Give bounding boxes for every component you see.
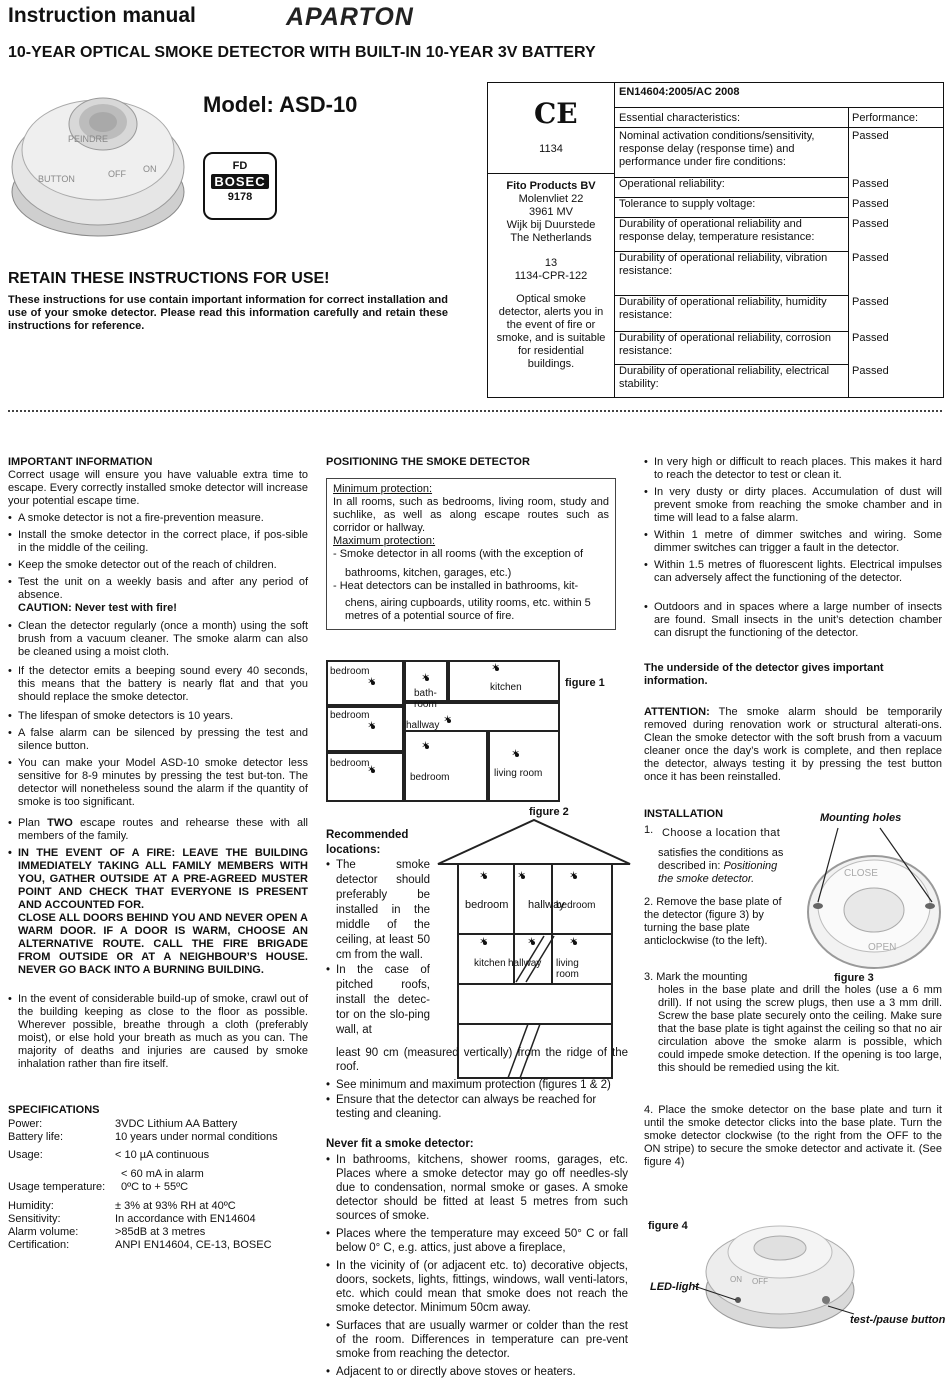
spec-value: >85dB at 3 metres [115,1226,206,1238]
detector-icon [570,872,580,882]
cert-performance: Passed [852,130,889,142]
section-divider [8,410,942,412]
list-item: • A false alarm can be silenced by pressing the test and silence button. [8,727,308,753]
max-protection-line: - Heat detectors can be installed in bathrooms, kit- [333,580,579,592]
bosec-name: BOSEC [211,174,269,189]
model-name: Model: ASD-10 [203,92,358,117]
cert-performance: Passed [852,252,889,264]
address-line: Wijk bij Duurstede [506,219,596,231]
recommended-list [326,1078,626,1125]
plan-text: escape routes and rehearse these with all members of the family. [18,817,308,842]
detector-icon [368,766,378,776]
list-item: • Clean the detector regularly (once a month) using the soft brush from a vacuum cleaner. The smoke alarm can also be cleaned using a moist cloth. [8,620,308,659]
room-label: bedroom [330,710,370,721]
protection-box [326,478,616,630]
list-item: • Test the unit on a weekly basis and after any period of absence. [8,576,308,602]
spec-value: ± 3% at 93% RH at 40ºC [115,1200,236,1212]
manual-title: Instruction manual [8,4,196,27]
detector-icon [528,938,538,948]
positioning-title: POSITIONING THE SMOKE DETECTOR [326,456,530,468]
cert-performance: Passed [852,218,889,230]
step-1-text: satisfies the conditions as described in: [658,847,784,872]
step-1: Choose a location that [662,827,781,839]
detector-icon [368,722,378,732]
certification-table [487,82,944,398]
step-number: 1. [644,824,654,836]
room-label: kitchen [490,682,522,693]
figure-1-floor-plan [326,660,628,800]
svg-text:OPEN: OPEN [868,942,897,953]
cert-performance: Passed [852,198,889,210]
cert-characteristic: Operational reliability: [619,178,725,190]
list-item: • In bathrooms, kitchens, shower rooms, garages, etc. Places where a smoke detector may go off needles-sly due to condensation, normal smoke or gases. A smoke detector should be fitted at least 5 metres from such sources of smoke. [326,1153,628,1223]
room-label: living room [494,768,543,779]
cert-performance: Passed [852,296,889,308]
important-title: IMPORTANT INFORMATION [8,456,153,468]
brand-logo: APARTON [286,3,414,31]
cert-performance: Passed [852,178,889,190]
recommended-section [326,828,430,1038]
detector-icon [444,716,454,726]
company-name: Fito Products BV [506,180,596,192]
min-protection-title: Minimum protection: [333,483,433,495]
detector-icon [480,872,490,882]
max-protection-line: chens, airing cupboards, utility rooms, etc. within 5 metres of a potential source of fire. [345,597,591,622]
figure-4-caption: figure 4 [648,1220,688,1232]
list-item: • Adjacent to or directly above stoves or heaters. [326,1365,628,1379]
svg-text:OFF: OFF [108,169,126,179]
attention-label: ATTENTION: [644,706,710,718]
spec-row [8,1239,285,1252]
list-item: • Ensure that the detector can always be reached for testing and cleaning. [326,1093,626,1121]
step-2: 2. Remove the base plate of the detector (figure 3) by turning the base plate anticlockwise (to the left). [644,896,782,947]
cert-cpr: 1134-CPR-122 [514,270,588,282]
detector-icon [492,664,502,674]
list-item: • Places where the temperature may exceed 50° C or fall below 0° C, e.g. attics, just above a fireplace, [326,1227,628,1255]
smoke-detector-image [8,72,188,242]
spec-value: 0ºC to + 55ºC [121,1181,189,1193]
list-item: • The smoke detector should preferably be installed in the middle of the ceiling, at least 50 cm from the wall. [326,858,430,963]
cert-characteristic: Nominal activation conditions/sensitivity, response delay (response time) and performance under fire conditions: [619,130,815,168]
detector-icon [512,750,522,760]
step-1-italic: Positioning the smoke detector. [658,860,778,885]
spec-value: In accordance with EN14604 [115,1213,256,1225]
spec-row [8,1213,285,1226]
bosec-top: FD [232,160,248,172]
list-item: • In very dusty or dirty places. Accumulation of dust will prevent smoke from reaching the smoke chamber and in time will lead to a false alarm. [644,486,942,525]
step-3: holes in the base plate and drill the holes (use a 6 mm drill). If not using the screw plugs, then use a 3 mm drill. Screw the base plate securely onto the ceiling. Make sure that the base plate is tight against the ceiling so that no air circulation above the smoke alarm is possible, which could impede smoke detection. If the opening is too large, this should be remedied using the kit. [658,984,942,1074]
spec-value: < 60 mA in alarm [121,1168,204,1180]
spec-key: Humidity: [8,1200,54,1212]
svg-text:OFF: OFF [752,1277,768,1286]
retain-title: RETAIN THESE INSTRUCTIONS FOR USE! [8,270,330,287]
svg-text:PEINDRE: PEINDRE [68,134,109,144]
specs-table [8,1118,285,1252]
list-item: • The lifespan of smoke detectors is 10 years. [8,710,308,723]
ce-number: 1134 [539,143,563,155]
doors-warning: CLOSE ALL DOORS BEHIND YOU AND NEVER OPEN A WARM DOOR. IF A DOOR IS WARM, CHOOSE AN ALTERNATIVE ROUTE. CALL THE FIRE BRIGADE FROM OUTSIDE OR AT A NEIGHBOUR’S HOUSE. NEVER GO BACK INTO A BURNING BUILDING. [18,912,308,976]
list-item: • Outdoors and in spaces where a large number of insects are found. Small insects in the unit’s detection chamber can disrupt the functioning of the detector. [644,601,942,640]
min-protection-text: In all rooms, such as bedrooms, living room, study and suchlike, as well as along escape routes such as corridor or hallway. [333,496,609,534]
spec-key [8,1162,115,1181]
spec-row [8,1118,285,1131]
detector-icon [518,872,528,882]
figure-2-caption: figure 2 [529,806,569,818]
plan-bold: TWO [47,817,73,829]
list-item: • In the vicinity of (or adjacent etc. to) decorative objects, doors, sockets, lights, fittings, windows, wall venti-lators, etc. which could mean that smoke does not reach the smoke detector. Minimum 50cm away. [326,1259,628,1315]
specs-title: SPECIFICATIONS [8,1104,100,1116]
bosec-badge [203,152,277,220]
svg-text:CLOSE: CLOSE [844,868,878,879]
list-item: • A smoke detector is not a fire-prevention measure. [8,512,308,525]
col-characteristics: Essential characteristics: [619,112,741,124]
spec-key: Battery life: [8,1131,64,1143]
spec-row [8,1131,285,1146]
recommended-title: Recommended locations: [326,829,409,856]
room-label: bedroom [330,666,370,677]
figure-3-caption: figure 3 [834,972,874,984]
room-label: hallway [508,958,542,969]
bosec-number: 9178 [227,191,253,203]
list-item: • Install the smoke detector in the correct place, if pos-sible in the middle of the ceiling. [8,529,308,555]
attention-note [644,706,942,784]
figure-2-overlay [436,818,632,1080]
mounting-holes-label: Mounting holes [820,812,902,824]
cert-characteristic: Durability of operational reliability, humidity resistance: [619,296,827,321]
cert-performance: Passed [852,365,889,377]
spec-value: ANPI EN14604, CE-13, BOSEC [115,1239,272,1251]
figure-4-pointers [690,1280,860,1320]
plan-text: Plan [18,817,48,829]
detector-icon [368,678,378,688]
spec-row [8,1226,285,1239]
room-label: living room [556,958,579,980]
list-item: • If the detector emits a beeping sound every 40 seconds, this means that the battery is nearly flat and that you should replace the smoke detector. [8,665,308,704]
cert-characteristic: Tolerance to supply voltage: [619,198,756,210]
svg-text:BUTTON: BUTTON [38,174,75,184]
detector-icon [422,674,432,684]
test-button-label: test-/pause button [850,1314,946,1326]
important-section [8,456,308,1075]
cert-description: Optical smoke detector, alerts you in the event of fire or smoke, and is suitable for residential buildings. [496,293,606,370]
list-item: • In very high or difficult to reach places. This makes it hard to reach the detector to test or clean it. [644,456,942,482]
list-item: • In the case of pitched roofs, install the detec-tor on the slo-ping wall, at [326,963,430,1038]
room-label: bedroom [330,758,370,769]
standard-title: EN14604:2005/AC 2008 [619,86,740,98]
attention-text: The smoke alarm should be temporarily removed during renovation work or structural alterati-ons. Clean the smoke detector with the soft brush from a vacuum cleaner once the day’s work is complete, and then replace the detector, always testing it by pressing the test button once it has been reinstalled. [644,706,942,783]
detector-icon [422,742,432,752]
room-label: hallway [528,899,565,911]
important-intro: Correct usage will ensure you have valuable extra time to escape. Every correctly installed smoke detector will increase your potential escape time. [8,469,308,507]
svg-text:ON: ON [143,164,157,174]
detector-icon [570,938,580,948]
detector-icon [480,938,490,948]
room-label: hallway [406,720,440,731]
spec-value: 3VDC Lithium AA Battery [115,1118,238,1130]
svg-text:ON: ON [730,1275,742,1284]
list-item [8,817,308,843]
list-item: • See minimum and maximum protection (figures 1 & 2) [326,1078,626,1092]
address-line: Molenvliet 22 [518,193,584,205]
max-protection-line: bathrooms, kitchen, garages, etc.) [345,567,512,579]
max-protection-line: - Smoke detector in all rooms (with the exception of [333,548,584,560]
retain-text: These instructions for use contain important information for correct installation and use of your smoke detector. Please read this information carefully and retain these instructions for reference. [8,294,448,332]
cert-performance: Passed [852,332,889,344]
cert-characteristic: Durability of operational reliability, vibration resistance: [619,252,828,277]
list-item: • IN THE EVENT OF A FIRE: LEAVE THE BUILDING IMMEDIATELY TAKING ALL FAMILY MEMBERS WITH YOU, GATHER OUTSIDE AT A PRE-AGREED MUSTER POINT AND CHECK THAT EVERYONE IS PRESENT AND ACCOUNTED FOR. [8,847,308,912]
max-protection-title: Maximum protection: [333,535,436,547]
installation-title: INSTALLATION [644,808,724,820]
spec-row [8,1194,285,1213]
list-item: • Surfaces that are usually warmer or colder than the rest of the room. Differences in temperature can pre-vent smoke from reaching the detector. [326,1319,628,1361]
spec-key: Usage temperature: [8,1181,106,1193]
cert-characteristic: Durability of operational reliability, corrosion resistance: [619,332,831,357]
spec-row [8,1162,285,1181]
never-list-continued [644,456,942,644]
product-title: 10-YEAR OPTICAL SMOKE DETECTOR WITH BUILT-IN 10-YEAR 3V BATTERY [8,44,596,61]
step-4: 4. Place the smoke detector on the base plate and turn it until the smoke detector clicks into the base plate. Turn the smoke detector clockwise (to the right from the OFF to the ON stripe) to secure the smoke detector and activate it. (See figure 4) [644,1104,942,1168]
cert-year: 13 [544,257,558,269]
manufacturer-block [488,180,614,371]
spec-key: Power: [8,1118,43,1130]
list-item: • Keep the smoke detector out of the reach of children. [8,559,308,572]
spec-value: 10 years under normal conditions [115,1131,278,1143]
list-item: • In the event of considerable build-up of smoke, crawl out of the building keeping as close to the floor as possible. Wherever possible, breathe through a cloth (preferably moist), or else hold your breath as much as you can. The majority of deaths and injuries are caused by smoke inhalation rather than fire itself. [8,993,308,1071]
list-item: • You can make your Model ASD-10 smoke detector less sensitive for 8-9 minutes by pressing the test but-ton. The detector will nonetheless sound the alarm if the quantity of smoke is too significant. [8,757,308,809]
led-light-label: LED-light [650,1281,699,1293]
spec-key: Alarm volume: [8,1226,79,1238]
cert-characteristic: Durability of operational reliability and response delay, temperature resistance: [619,218,815,243]
underside-note: The underside of the detector gives important information. [644,662,884,687]
room-label: kitchen [474,958,506,969]
cert-characteristic: Durability of operational reliability, electrical stability: [619,365,830,390]
never-list [326,1153,628,1383]
address-line: 3961 MV [528,206,574,218]
figure-3-base-plate [798,826,946,974]
room-label: bedroom [556,900,596,911]
room-label: bedroom [410,772,450,783]
room-label: bath-room [414,688,437,710]
recommended-cont: least 90 cm (measured vertically) from the ridge of the roof. [336,1047,628,1073]
figure-1-caption: figure 1 [565,677,605,689]
spec-key: Sensitivity: [8,1213,61,1225]
spec-key: Usage: [8,1149,43,1161]
never-title: Never fit a smoke detector: [326,1138,474,1150]
spec-row [8,1181,285,1194]
room-label: bedroom [465,899,509,911]
list-item: • Within 1.5 metres of fluorescent lights. Electrical impulses can adversely affect the functioning of the detector. [644,559,942,585]
spec-row [8,1146,285,1162]
step-1-cont [658,847,792,886]
spec-value: < 10 µA continuous [115,1149,210,1161]
list-item: • Within 1 metre of dimmer switches and wiring. Some dimmer switches can trigger a fault in the detector. [644,529,942,555]
spec-key: Certification: [8,1239,70,1251]
address-line: The Netherlands [510,232,592,244]
ce-mark: CE [534,97,578,130]
col-performance: Performance: [852,112,919,124]
step-3-start: 3. Mark the mounting [644,971,748,983]
caution-text: CAUTION: Never test with fire! [18,602,177,614]
